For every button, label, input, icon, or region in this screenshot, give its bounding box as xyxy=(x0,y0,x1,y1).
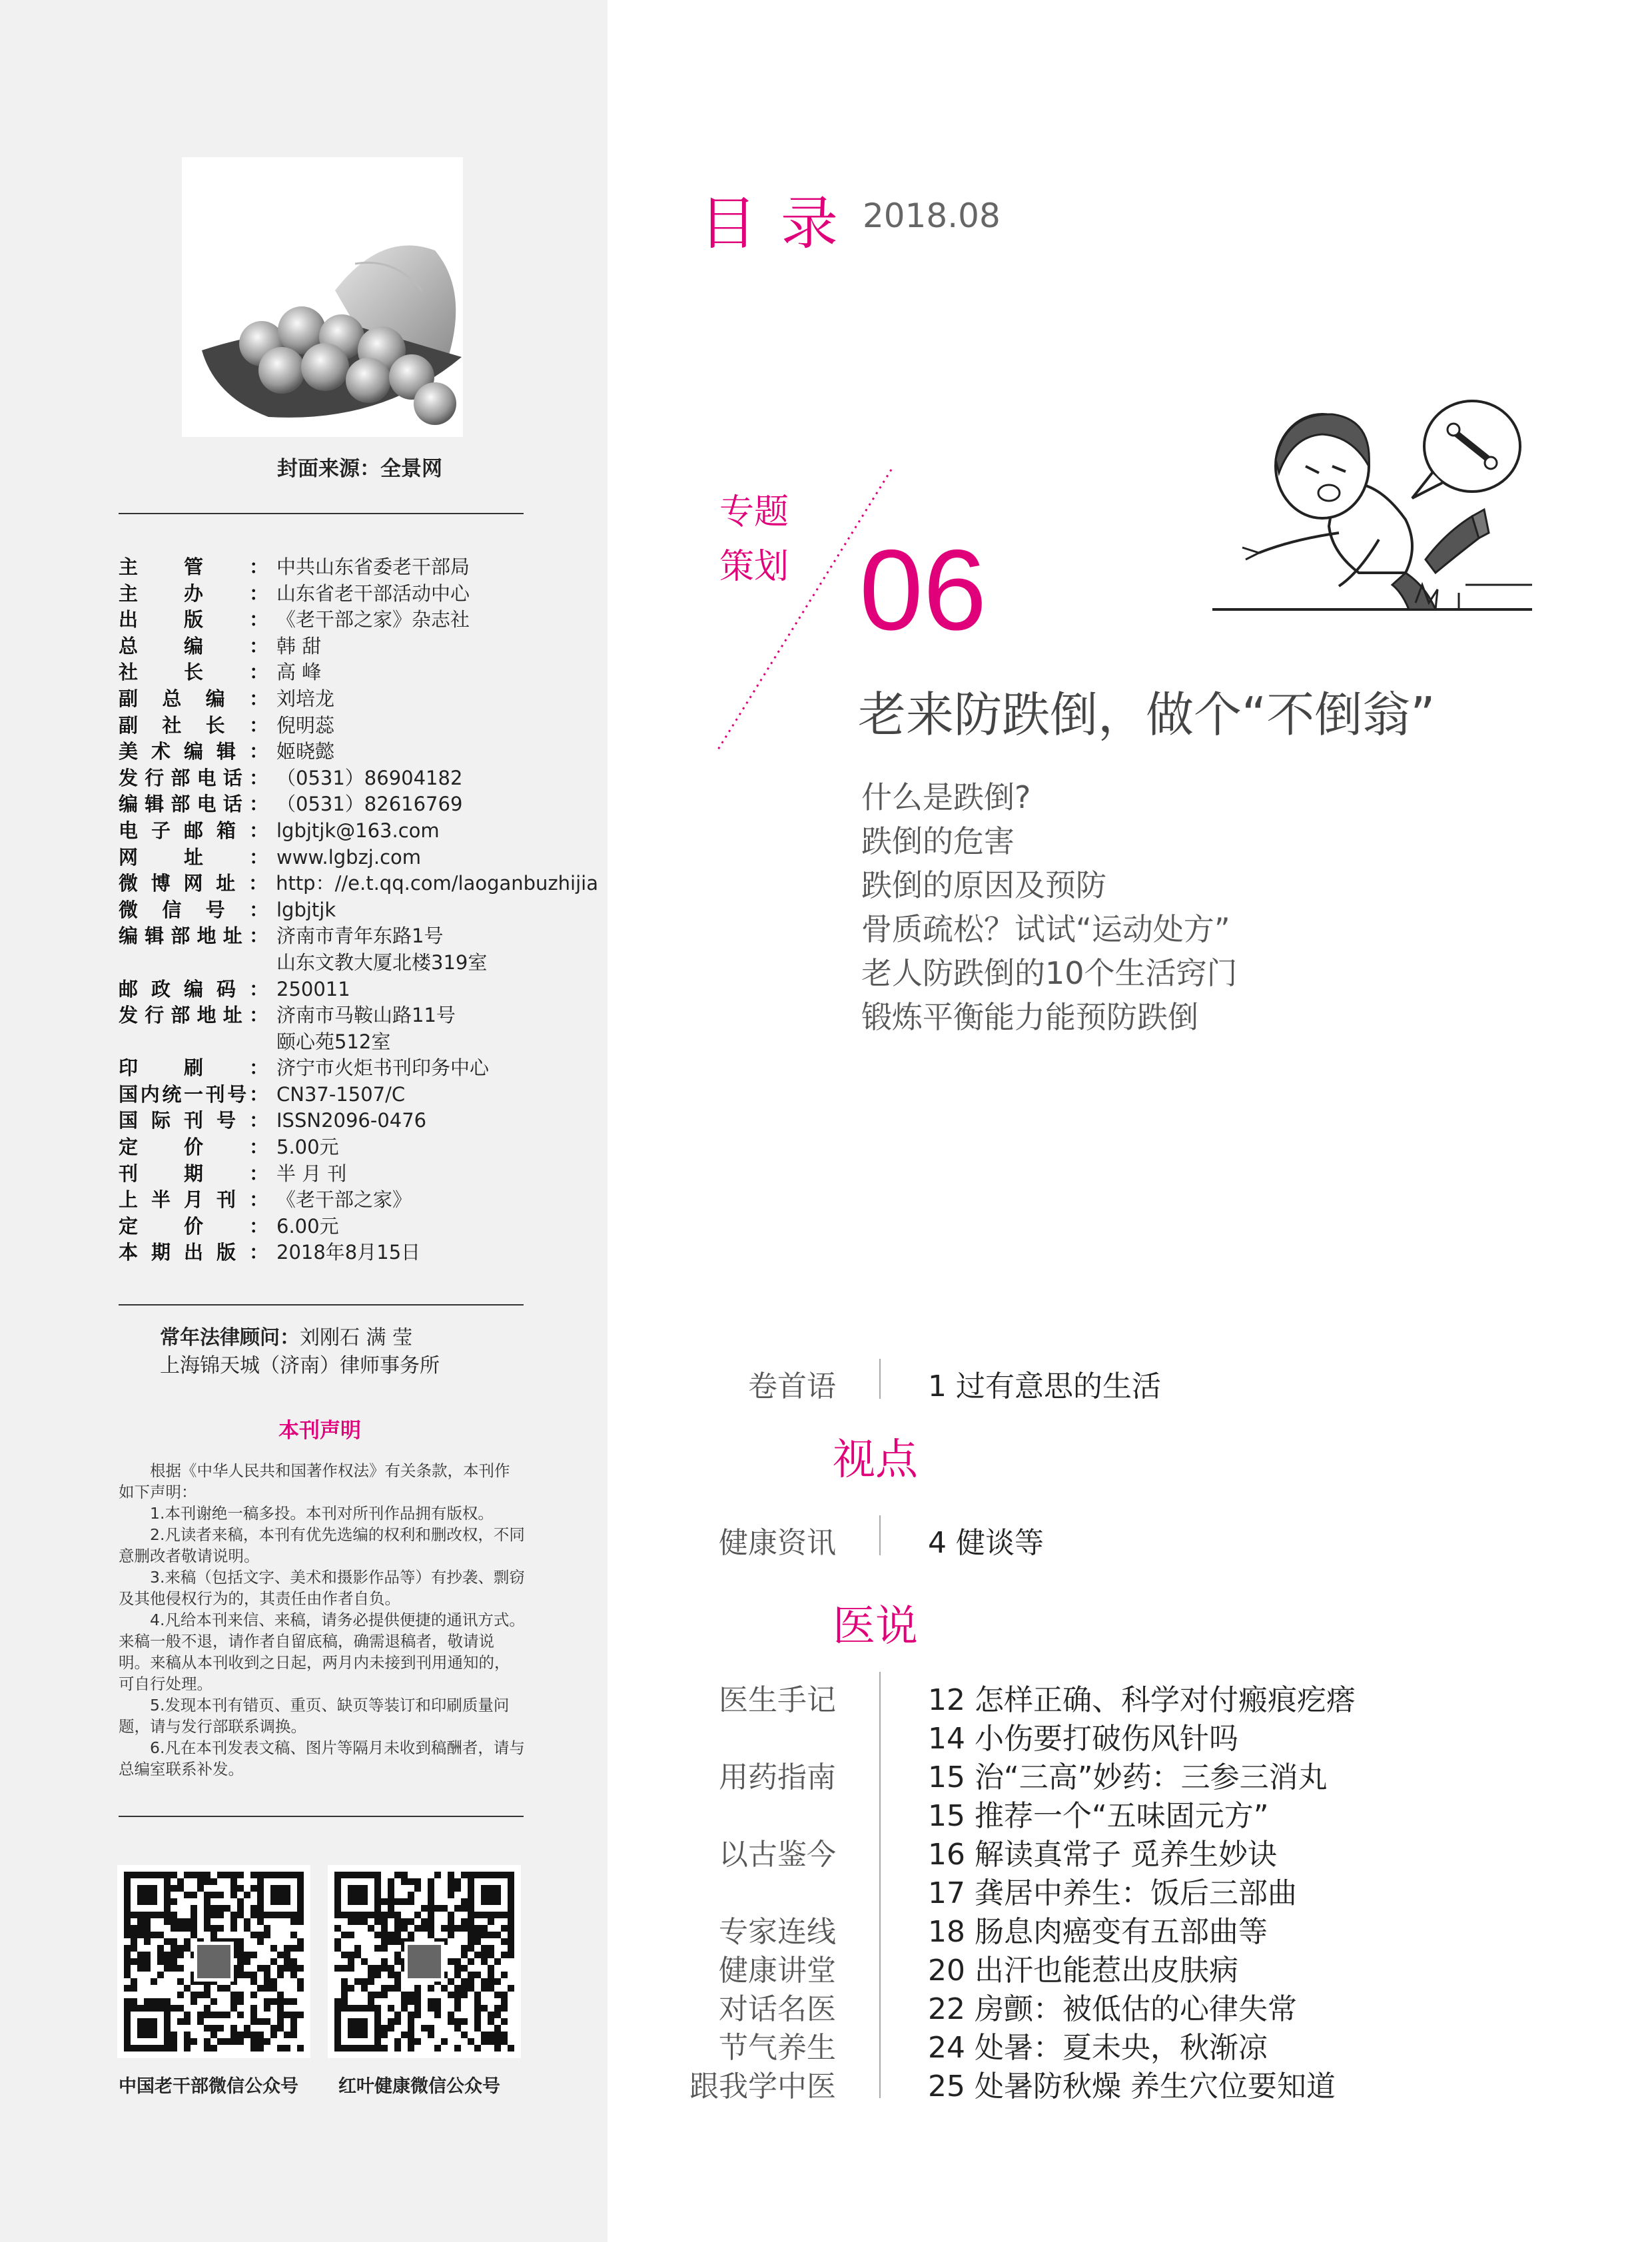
toc-entry[interactable]: 17 龚居中养生：饭后三部曲 xyxy=(928,1876,1297,1910)
masthead-label: 主 办 ： xyxy=(119,581,268,605)
masthead-label: 编 辑 部 电 话 ： xyxy=(119,793,268,816)
section-label-jiankang: 健康资讯 xyxy=(719,1526,836,1560)
masthead-value: 山东文教大厦北楼319室 xyxy=(276,950,488,974)
masthead-value: 中共山东省委老干部局 xyxy=(276,556,470,578)
toc-entry[interactable]: 18 肠息肉癌变有五部曲等 xyxy=(928,1915,1268,1949)
vertical-divider xyxy=(879,1359,881,1399)
masthead-value: 韩 甜 xyxy=(276,634,322,657)
notice-title: 本刊声明 xyxy=(278,1419,361,1443)
masthead-value: lgbjtjk@163.com xyxy=(276,819,440,842)
masthead-value: 倪明蕊 xyxy=(276,713,335,737)
masthead-row xyxy=(119,923,598,950)
masthead-row xyxy=(119,633,598,660)
masthead-row xyxy=(119,950,598,976)
masthead-label: 发 行 部 电 话 ： xyxy=(119,766,268,789)
masthead-label: 国 际 刊 号 ： xyxy=(119,1109,268,1132)
toc-entry[interactable]: 16 解读真常子 觅养生妙诀 xyxy=(928,1838,1277,1872)
masthead-label: 编 辑 部 地 址 ： xyxy=(119,925,268,948)
masthead-label: 刊 期 ： xyxy=(119,1162,268,1185)
masthead-row xyxy=(119,1240,598,1266)
masthead-value: 《老干部之家》 xyxy=(276,1188,412,1212)
feature-subtopic[interactable]: 什么是跌倒? xyxy=(861,779,1031,815)
masthead-value: （0531）86904182 xyxy=(276,766,463,789)
cover-photo xyxy=(182,157,463,437)
toc-title: 目录 xyxy=(699,190,862,257)
masthead-value: 刘培龙 xyxy=(276,687,335,710)
feature-label-line2: 策划 xyxy=(719,547,789,587)
masthead-row xyxy=(119,871,598,897)
masthead-row xyxy=(119,1214,598,1240)
masthead-label: 副 社 长 ： xyxy=(119,713,268,737)
masthead-row xyxy=(119,659,598,686)
divider xyxy=(119,1304,524,1306)
masthead-value: ISSN2096-0476 xyxy=(276,1109,427,1132)
masthead-value: 济南市青年东路1号 xyxy=(276,925,444,948)
notice-body xyxy=(119,1460,525,1780)
section-label: 医生手记 xyxy=(719,1683,836,1717)
masthead-row xyxy=(119,765,598,792)
feature-subtopic[interactable]: 老人防跌倒的10个生活窍门 xyxy=(861,955,1238,991)
notice-paragraph: 5.发现本刊有错页、重页、缺页等装订和印刷质量问题，请与发行部联系调换。 xyxy=(119,1696,510,1736)
masthead-label: 美 术 编 辑 ： xyxy=(119,740,268,763)
feature-subtopic[interactable]: 跌倒的原因及预防 xyxy=(861,867,1106,903)
masthead-label: 定 价 ： xyxy=(119,1136,268,1159)
masthead-value: 济南市马鞍山路11号 xyxy=(276,1004,456,1027)
masthead-value: http：//e.t.qq.com/laoganbuzhijia xyxy=(276,872,598,895)
qr-label-laoganbu: 中国老干部微信公众号 xyxy=(119,2076,298,2097)
masthead-row xyxy=(119,739,598,765)
feature-subtopic[interactable]: 骨质疏松？试试“运动处方” xyxy=(861,911,1230,947)
masthead-label: 网 址 ： xyxy=(119,845,268,869)
masthead-row xyxy=(119,791,598,818)
notice-paragraph: 6.凡在本刊发表文稿、图片等隔月未收到稿酬者，请与总编室联系补发。 xyxy=(119,1738,525,1778)
masthead-row xyxy=(119,845,598,871)
masthead-label: 微 博 网 址 ： xyxy=(119,872,268,895)
masthead-row xyxy=(119,1134,598,1161)
qr-code-hongye[interactable] xyxy=(328,1865,521,2058)
toc-entry[interactable]: 15 推荐一个“五味固元方” xyxy=(928,1799,1269,1833)
toc-entry[interactable]: 14 小伤要打破伤风针吗 xyxy=(928,1722,1238,1756)
cover-caption: 封面来源：全景网 xyxy=(277,457,442,481)
masthead-value: 颐心苑512室 xyxy=(276,1030,391,1053)
masthead-label: 本 期 出 版 ： xyxy=(119,1241,268,1264)
masthead-row xyxy=(119,554,598,581)
masthead-row xyxy=(119,686,598,713)
toc-entry[interactable]: 12 怎样正确、科学对付瘢痕疙瘩 xyxy=(928,1683,1356,1717)
section-label-juanshou: 卷首语 xyxy=(748,1369,836,1403)
divider xyxy=(119,1816,524,1817)
legal-firm: 上海锦天城（济南）律师事务所 xyxy=(160,1354,440,1377)
falling-elderly-illustration xyxy=(1206,373,1539,639)
masthead-row xyxy=(119,1082,598,1108)
section-title-yishuo: 医说 xyxy=(833,1602,918,1651)
masthead-row xyxy=(119,1161,598,1188)
feature-subtopics xyxy=(861,775,1238,1039)
divider xyxy=(119,513,524,514)
toc-entry[interactable]: 24 处暑：夏未央，秋渐凉 xyxy=(928,2031,1268,2065)
feature-title[interactable]: 老来防跌倒，做个“不倒翁” xyxy=(858,687,1436,743)
qr-code-laoganbu[interactable] xyxy=(117,1865,310,2058)
section-label: 对话名医 xyxy=(719,1992,836,2026)
masthead-row xyxy=(119,897,598,924)
masthead-value: lgbjtjk xyxy=(276,898,336,921)
masthead-row xyxy=(119,1002,598,1029)
masthead-row xyxy=(119,976,598,1003)
section-label: 以古鉴今 xyxy=(719,1838,836,1872)
masthead-value: 2018年8月15日 xyxy=(276,1241,421,1264)
masthead-label: 国 内 统 一 刊 号 ： xyxy=(119,1082,268,1106)
masthead-row xyxy=(119,607,598,633)
masthead-row xyxy=(119,1029,598,1056)
masthead-value: 姬晓懿 xyxy=(276,740,335,763)
masthead-value: 半 月 刊 xyxy=(276,1162,347,1185)
masthead-label: 电 子 邮 箱 ： xyxy=(119,819,268,842)
toc-entry[interactable]: 22 房颤：被低估的心律失常 xyxy=(928,1992,1297,2026)
masthead-row xyxy=(119,713,598,739)
masthead-label: 上 半 月 刊 ： xyxy=(119,1188,268,1212)
toc-entry[interactable]: 15 治“三高”妙药：三参三消丸 xyxy=(928,1760,1328,1794)
masthead-label: 印 刷 ： xyxy=(119,1056,268,1080)
masthead-value: 济宁市火炬书刊印务中心 xyxy=(276,1056,490,1080)
feature-subtopic[interactable]: 锻炼平衡能力能预防跌倒 xyxy=(861,999,1198,1035)
notice-paragraph: 3.来稿（包括文字、美术和摄影作品等）有抄袭、剽窃及其他侵权行为的，其责任由作者自负。 xyxy=(119,1568,525,1608)
masthead-value: www.lgbzj.com xyxy=(276,845,422,869)
masthead-label: 社 长 ： xyxy=(119,661,268,684)
legal-names: 刘刚石 满 莹 xyxy=(300,1326,413,1349)
qr-label-hongye: 红叶健康微信公众号 xyxy=(338,2076,500,2097)
masthead-label: 副 总 编 ： xyxy=(119,687,268,710)
vertical-divider xyxy=(879,1672,881,2098)
toc-entry[interactable]: 20 出汗也能惹出皮肤病 xyxy=(928,1954,1238,1988)
notice-paragraph: 2.凡读者来稿，本刊有优先选编的权利和删改权，不同意删改者敬请说明。 xyxy=(119,1525,525,1565)
notice-paragraph: 4.凡给本刊来信、来稿，请务必提供便捷的通讯方式。来稿一般不退，请作者自留底稿，确需退稿者，敬请说明。来稿从本刊收到之日起，两月内未接到刊用通知的，可自行处理。 xyxy=(119,1611,525,1693)
masthead-label: 总 编 ： xyxy=(119,634,268,657)
toc-entry[interactable]: 1 过有意思的生活 xyxy=(928,1369,1161,1403)
masthead-row xyxy=(119,1187,598,1214)
masthead-value: 高 峰 xyxy=(276,661,322,684)
feature-label-line1: 专题 xyxy=(719,492,789,532)
masthead-row xyxy=(119,818,598,845)
masthead-label: 微 信 号 ： xyxy=(119,898,268,921)
cover-fruit-image xyxy=(182,157,463,437)
masthead-value: 5.00元 xyxy=(276,1136,339,1159)
toc-date: 2018.08 xyxy=(863,196,1001,235)
masthead-value: 250011 xyxy=(276,977,350,1000)
masthead-value: （0531）82616769 xyxy=(276,793,463,816)
notice-paragraph: 1.本刊谢绝一稿多投。本刊对所刊作品拥有版权。 xyxy=(150,1504,494,1523)
masthead-label: 发 行 部 地 址 ： xyxy=(119,1004,268,1027)
masthead-row xyxy=(119,581,598,607)
masthead-value: 《老干部之家》杂志社 xyxy=(276,608,470,631)
masthead-value: CN37-1507/C xyxy=(276,1082,406,1106)
feature-page-number: 06 xyxy=(859,526,987,654)
toc-entry[interactable]: 25 处暑防秋燥 养生穴位要知道 xyxy=(928,2069,1336,2103)
masthead-label: 主 管 ： xyxy=(119,556,268,578)
section-label: 节气养生 xyxy=(719,2031,836,2065)
section-label: 健康讲堂 xyxy=(719,1954,836,1988)
toc-entry[interactable]: 4 健谈等 xyxy=(928,1526,1044,1560)
legal-advisor xyxy=(160,1324,533,1380)
section-label: 用药指南 xyxy=(719,1760,836,1794)
section-title-shidian: 视点 xyxy=(833,1435,918,1485)
feature-subtopic[interactable]: 跌倒的危害 xyxy=(861,823,1015,859)
masthead-row xyxy=(119,1055,598,1082)
legal-title: 常年法律顾问： xyxy=(160,1326,300,1349)
masthead-row xyxy=(119,1108,598,1134)
masthead-label: 出 版 ： xyxy=(119,608,268,631)
section-label: 跟我学中医 xyxy=(689,2069,836,2103)
masthead-info xyxy=(119,554,598,1266)
section-label: 专家连线 xyxy=(719,1915,836,1949)
masthead-label: 邮 政 编 码 ： xyxy=(119,977,268,1000)
masthead-value: 山东省老干部活动中心 xyxy=(276,581,470,605)
vertical-divider xyxy=(879,1515,881,1555)
masthead-sidebar xyxy=(0,0,608,2242)
notice-paragraph: 根据《中华人民共和国著作权法》有关条款，本刊作如下声明： xyxy=(119,1461,510,1501)
masthead-value: 6.00元 xyxy=(276,1214,339,1238)
masthead-label: 定 价 ： xyxy=(119,1214,268,1238)
